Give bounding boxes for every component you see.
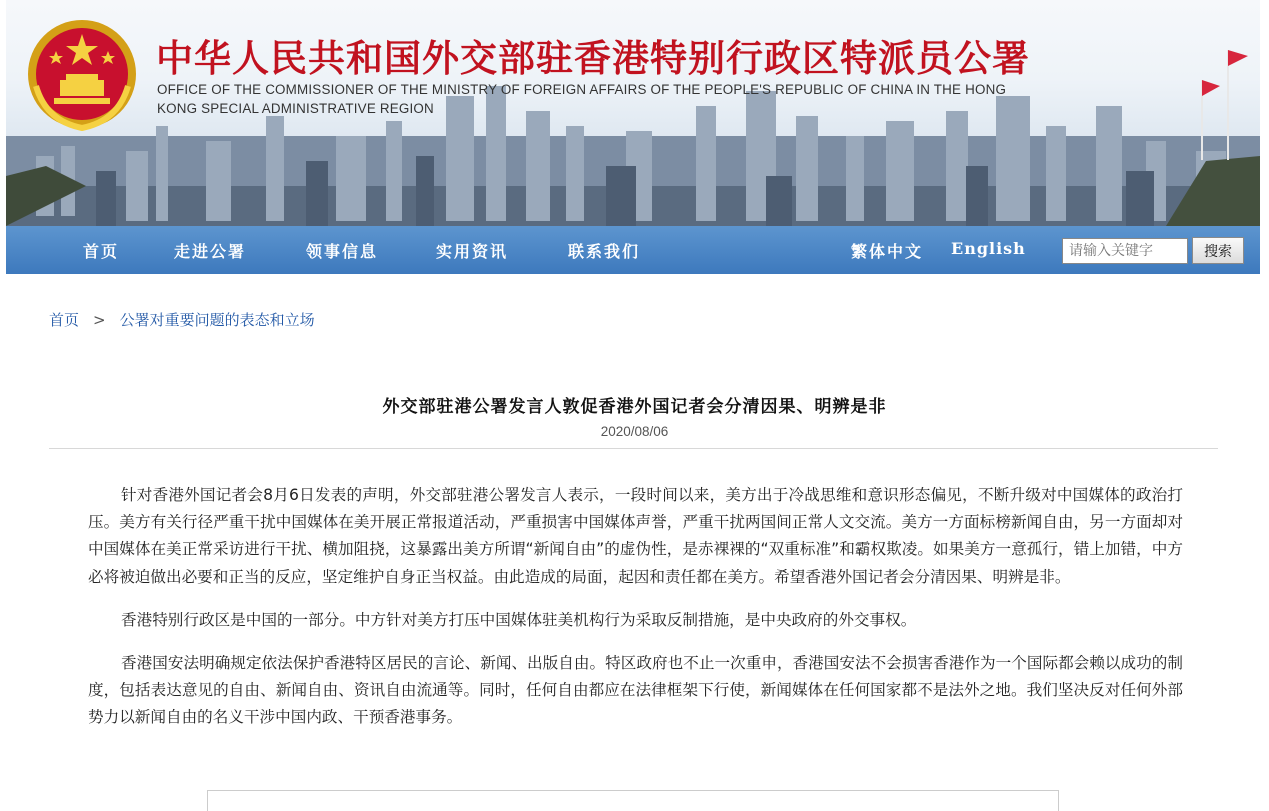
divider — [49, 448, 1218, 449]
article-paragraph: 香港国安法明确规定依法保护香港特区居民的言论、新闻、出版自由。特区政府也不止一次重申，香港国安法不会损害香港作为一个国际都会赖以成功的制度，包括表达意见的自由、新闻自由、资讯自由流通等。同时，任何自由都应在法律框架下行使，新闻媒体在任何国家都不是法外之地。我们坚决反对任何外部势力以新闻自由的名义干涉中国内政、干预香港事务。 — [88, 654, 1183, 727]
article-date: 2020/08/06 — [600, 424, 669, 439]
article-title: 外交部驻港公署发言人敦促香港外国记者会分清因果、明辨是非 — [382, 397, 887, 417]
breadcrumb-current-link[interactable]: 公署对重要问题的表态和立场 — [119, 311, 315, 329]
article-paragraph: 香港特别行政区是中国的一部分。中方针对美方打压中国媒体驻美机构行为采取反制措施，是中央政府的外交事权。 — [121, 610, 917, 629]
search-input[interactable] — [1062, 238, 1188, 264]
breadcrumb — [49, 309, 315, 330]
site-title-english: OFFICE OF THE COMMISSIONER OF THE MINISTRY OF FOREIGN AFFAIRS OF THE PEOPLE'S REPUBLIC OF CHINA IN THE HONG KONG SPECIAL ADMINISTRATIVE REGION — [157, 82, 1007, 116]
header-banner — [6, 0, 1260, 226]
site-title-chinese: 中华人民共和国外交部驻香港特别行政区特派员公署 — [156, 37, 1030, 80]
article-body — [88, 482, 1183, 748]
nav-item-consular[interactable]: 领事信息 — [306, 242, 379, 261]
nav-item-about[interactable]: 走进公署 — [174, 242, 247, 261]
breadcrumb-home-link[interactable]: 首页 — [49, 311, 80, 329]
main-nav-bar — [6, 226, 1260, 274]
breadcrumb-separator: > — [93, 311, 106, 329]
article-paragraph: 针对香港外国记者会8月6日发表的声明，外交部驻港公署发言人表示，一段时间以来，美方出于冷战思维和意识形态偏见，不断升级对中国媒体的政治打压。美方有关行径严重干扰中国媒体在美开展正常报道活动，严重损害中国媒体声誉，严重干扰两国间正常人文交流。美方一方面标榜新闻自由，另一方面却对中国媒体在美正常采访进行干扰、横加阻挠，这暴露出美方所谓“新闻自由”的虚伪性，是赤裸裸的“双重标准”和霸权欺凌。如果美方一意孤行，错上加错，中方必将被迫做出必要和正当的反应，坚定维护自身正当权益。由此造成的局面，起因和责任都在美方。希望香港外国记者会分清因果、明辨是非。 — [88, 486, 1183, 586]
nav-item-home[interactable]: 首页 — [83, 242, 120, 261]
lang-english-link[interactable]: English — [951, 239, 1026, 258]
national-emblem-icon — [26, 16, 138, 134]
nav-item-info[interactable]: 实用资讯 — [436, 242, 509, 261]
lang-traditional-link[interactable]: 繁体中文 — [851, 242, 924, 261]
search-button[interactable]: 搜索 — [1192, 237, 1244, 264]
flags-icon — [1190, 40, 1250, 160]
nav-item-contact[interactable]: 联系我们 — [568, 242, 641, 261]
embedded-frame — [207, 790, 1059, 811]
